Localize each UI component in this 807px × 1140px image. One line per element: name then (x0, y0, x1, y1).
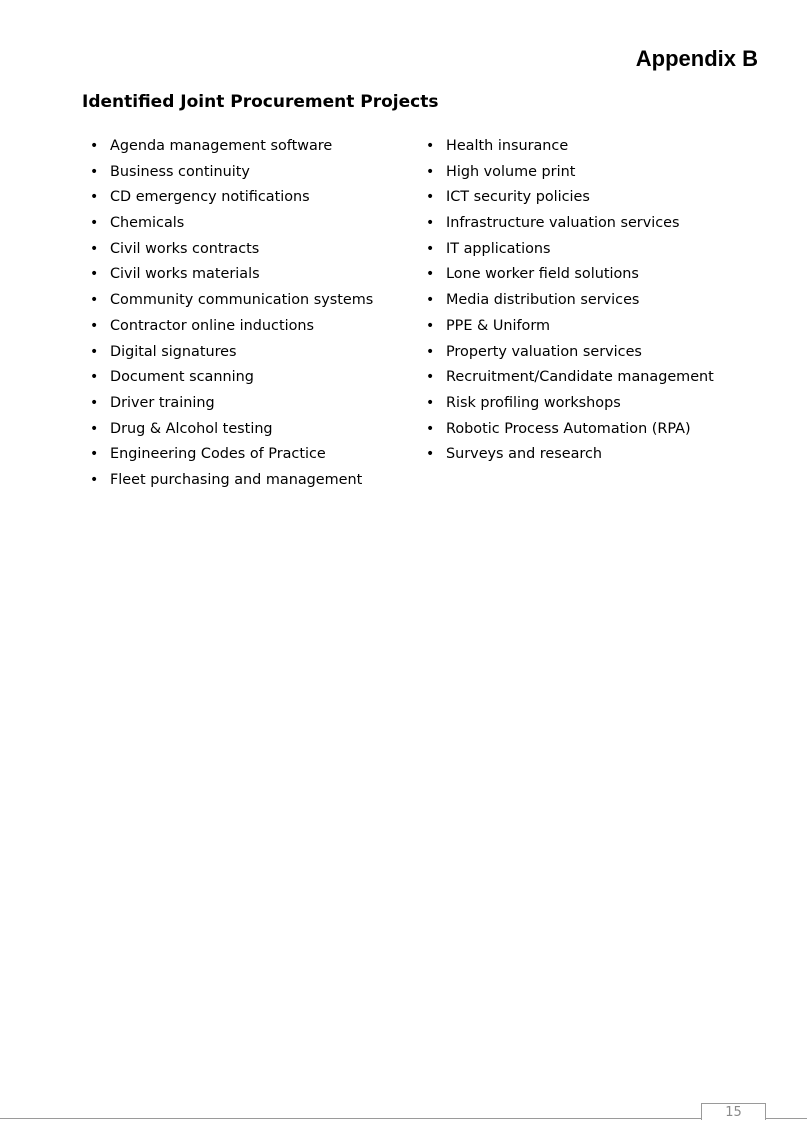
list-item (426, 134, 756, 160)
bullet-icon: • (426, 189, 435, 206)
project-name: Infrastructure valuation services (446, 215, 680, 232)
footer-line (0, 1118, 807, 1119)
bullet-icon: • (426, 420, 435, 437)
list-item (90, 211, 410, 237)
page-number: 15 (701, 1103, 766, 1120)
bullet-icon: • (90, 394, 99, 411)
bullet-icon: • (90, 420, 99, 437)
list-item (90, 391, 410, 417)
project-name: Robotic Process Automation (RPA) (446, 420, 691, 437)
bullet-icon: • (90, 317, 99, 334)
bullet-icon: • (426, 292, 435, 309)
project-name: Recruitment/Candidate management (446, 369, 714, 386)
project-name: Risk profiling workshops (446, 394, 621, 411)
bullet-icon: • (90, 163, 99, 180)
bullet-icon: • (90, 215, 99, 232)
list-item (90, 160, 410, 186)
project-name: Health insurance (446, 138, 569, 154)
project-name: Civil works materials (110, 266, 260, 283)
bullet-icon: • (90, 446, 99, 463)
bullet-icon: • (426, 343, 435, 360)
project-name: Fleet purchasing and management (110, 471, 363, 488)
project-name: Chemicals (110, 215, 185, 232)
bullet-icon: • (90, 369, 99, 386)
bullet-icon: • (426, 446, 435, 463)
list-item (426, 340, 756, 366)
list-item (90, 262, 410, 288)
project-name: Community communication systems (110, 292, 374, 309)
list-item (90, 417, 410, 443)
list-item (426, 160, 756, 186)
section-title: Identified Joint Procurement Projects (82, 92, 439, 112)
project-name: ICT security policies (446, 189, 590, 206)
list-item (426, 391, 756, 417)
project-name: Digital signatures (110, 343, 237, 360)
list-item (426, 442, 756, 468)
list-item (90, 314, 410, 340)
bullet-icon: • (426, 266, 435, 283)
list-item (90, 237, 410, 263)
list-item (90, 365, 410, 391)
bullet-icon: • (426, 369, 435, 386)
bullet-icon: • (90, 266, 99, 283)
project-list-left (90, 134, 410, 494)
project-name: Drug & Alcohol testing (110, 420, 273, 437)
bullet-icon: • (426, 138, 435, 154)
project-name: Surveys and research (446, 446, 603, 463)
project-name: Agenda management software (110, 138, 333, 154)
list-item (90, 134, 410, 160)
bullet-icon: • (90, 138, 99, 154)
project-name: IT applications (446, 240, 551, 257)
bullet-icon: • (426, 394, 435, 411)
bullet-icon: • (90, 471, 99, 488)
project-name: CD emergency notifications (110, 189, 310, 206)
list-item (426, 211, 756, 237)
project-name: Contractor online inductions (110, 317, 315, 334)
bullet-icon: • (426, 163, 435, 180)
list-item (426, 365, 756, 391)
project-name: Driver training (110, 394, 215, 411)
bullet-icon: • (426, 215, 435, 232)
project-name: High volume print (446, 163, 576, 180)
bullet-icon: • (90, 343, 99, 360)
project-list-right (426, 134, 756, 468)
bullet-icon: • (90, 292, 99, 309)
appendix-heading: Appendix B (635, 46, 758, 71)
list-item (90, 442, 410, 468)
project-name: Property valuation services (446, 343, 642, 360)
bullet-icon: • (90, 240, 99, 257)
project-name: Business continuity (110, 163, 250, 180)
list-item (426, 185, 756, 211)
list-item (426, 288, 756, 314)
project-name: PPE & Uniform (446, 317, 551, 334)
project-name: Engineering Codes of Practice (110, 446, 326, 463)
bullet-icon: • (426, 317, 435, 334)
project-name: Media distribution services (446, 292, 640, 309)
project-name: Civil works contracts (110, 240, 260, 257)
list-item (90, 468, 410, 494)
list-item (90, 340, 410, 366)
bullet-icon: • (426, 240, 435, 257)
list-item (426, 417, 756, 443)
list-item (426, 262, 756, 288)
list-item (90, 185, 410, 211)
project-name: Lone worker field solutions (446, 266, 639, 283)
list-item (426, 237, 756, 263)
bullet-icon: • (90, 189, 99, 206)
project-name: Document scanning (110, 369, 254, 386)
list-item (90, 288, 410, 314)
list-item (426, 314, 756, 340)
